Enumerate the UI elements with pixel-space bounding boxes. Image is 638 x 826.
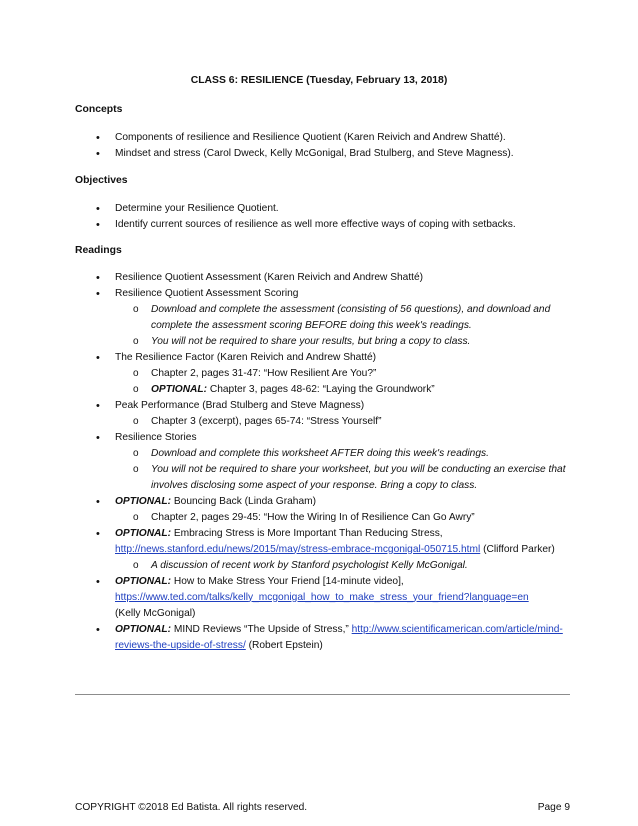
concepts-section bbox=[75, 103, 570, 162]
reading-note: o You will not be required to share your worksheet, but you will be conducting an exercise that involves disclosing some aspect of your response. Bring a copy to class. bbox=[115, 462, 570, 494]
reading-title: Bouncing Back (Linda Graham) bbox=[171, 495, 316, 507]
readings-heading: Readings bbox=[75, 245, 122, 256]
reading-sublist bbox=[115, 510, 570, 526]
reading-sublist bbox=[115, 302, 570, 350]
reading-chapter: o Chapter 2, pages 29-45: “How the Wiring In of Resilience Can Go Awry” bbox=[115, 510, 570, 526]
list-item: • Mindset and stress (Carol Dweck, Kelly McGonigal, Brad Stulberg, and Steve Magness). bbox=[75, 146, 570, 162]
optional-label: OPTIONAL: bbox=[151, 383, 208, 395]
reading-item bbox=[75, 270, 570, 286]
objectives-heading: Objectives bbox=[75, 175, 128, 186]
reading-title: Resilience Stories bbox=[115, 431, 197, 443]
reading-item bbox=[75, 574, 570, 622]
reading-chapter bbox=[115, 382, 570, 398]
list-item: • Components of resilience and Resilience Quotient (Karen Reivich and Andrew Shatté). bbox=[75, 130, 570, 146]
reading-note: o You will not be required to share your results, but bring a copy to class. bbox=[115, 334, 570, 350]
reading-sublist bbox=[115, 414, 570, 430]
reading-sublist bbox=[115, 558, 570, 574]
page-number: Page 9 bbox=[537, 802, 570, 813]
reading-chapter-text: Chapter 3, pages 48-62: “Laying the Groundwork” bbox=[207, 383, 435, 395]
optional-label: OPTIONAL: bbox=[115, 495, 172, 507]
reading-title: Embracing Stress is More Important Than Reducing Stress, bbox=[171, 527, 443, 539]
reading-title: The Resilience Factor (Karen Reivich and Andrew Shatté) bbox=[115, 351, 377, 363]
readings-list bbox=[75, 270, 570, 654]
scientific-american-link[interactable]: http://www.scientificamerican.com/article/mind-reviews-the-upside-of-stress/ bbox=[115, 623, 563, 651]
reading-chapter: o Chapter 2, pages 31-47: “How Resilient Are You?” bbox=[115, 366, 570, 382]
reading-author: (Robert Epstein) bbox=[245, 639, 323, 651]
reading-sublist bbox=[115, 366, 570, 398]
reading-author: (Clifford Parker) bbox=[480, 543, 555, 555]
objectives-list bbox=[75, 201, 570, 233]
readings-section bbox=[75, 244, 570, 654]
copyright-text: COPYRIGHT ©2018 Ed Batista. All rights reserved. bbox=[75, 802, 308, 813]
objectives-section bbox=[75, 174, 570, 233]
page-footer bbox=[75, 801, 570, 814]
concepts-heading: Concepts bbox=[75, 104, 123, 115]
reading-item bbox=[75, 622, 570, 654]
list-item: • Identify current sources of resilience as well more effective ways of coping with setbacks. bbox=[75, 217, 570, 233]
reading-chapter: o Chapter 3 (excerpt), pages 65-74: “Stress Yourself” bbox=[115, 414, 570, 430]
reading-item bbox=[75, 286, 570, 350]
reading-sublist bbox=[115, 446, 570, 494]
horizontal-divider bbox=[75, 694, 570, 695]
reading-note: o Download and complete the assessment (consisting of 56 questions), and download and complete the assessment scoring BEFORE doing this week's readings. bbox=[115, 302, 570, 334]
reading-item bbox=[75, 398, 570, 430]
reading-item bbox=[75, 430, 570, 494]
reading-item bbox=[75, 526, 570, 574]
reading-note: o Download and complete this worksheet AFTER doing this week's readings. bbox=[115, 446, 570, 462]
optional-label: OPTIONAL: bbox=[115, 575, 172, 587]
reading-item bbox=[75, 350, 570, 398]
reading-note: o A discussion of recent work by Stanford psychologist Kelly McGonigal. bbox=[115, 558, 570, 574]
ted-talk-link[interactable]: https://www.ted.com/talks/kelly_mcgonigal_how_to_make_stress_your_friend?language=en bbox=[115, 591, 529, 603]
optional-label: OPTIONAL: bbox=[115, 623, 172, 635]
concepts-list bbox=[75, 130, 570, 162]
optional-label: OPTIONAL: bbox=[115, 527, 172, 539]
reading-title: Resilience Quotient Assessment (Karen Reivich and Andrew Shatté) bbox=[115, 271, 424, 283]
reading-title: Peak Performance (Brad Stulberg and Steve Magness) bbox=[115, 399, 365, 411]
page-title: CLASS 6: RESILIENCE (Tuesday, February 13, 2018) bbox=[190, 75, 448, 86]
reading-item bbox=[75, 494, 570, 526]
list-item: • Determine your Resilience Quotient. bbox=[75, 201, 570, 217]
reading-title: Resilience Quotient Assessment Scoring bbox=[115, 287, 299, 299]
reading-title: MIND Reviews “The Upside of Stress,” bbox=[171, 623, 349, 635]
reading-author: (Kelly McGonigal) bbox=[115, 607, 196, 619]
stanford-article-link[interactable]: http://news.stanford.edu/news/2015/may/stress-embrace-mcgonigal-050715.html bbox=[115, 543, 481, 555]
reading-title: How to Make Stress Your Friend [14-minute video], bbox=[171, 575, 404, 587]
